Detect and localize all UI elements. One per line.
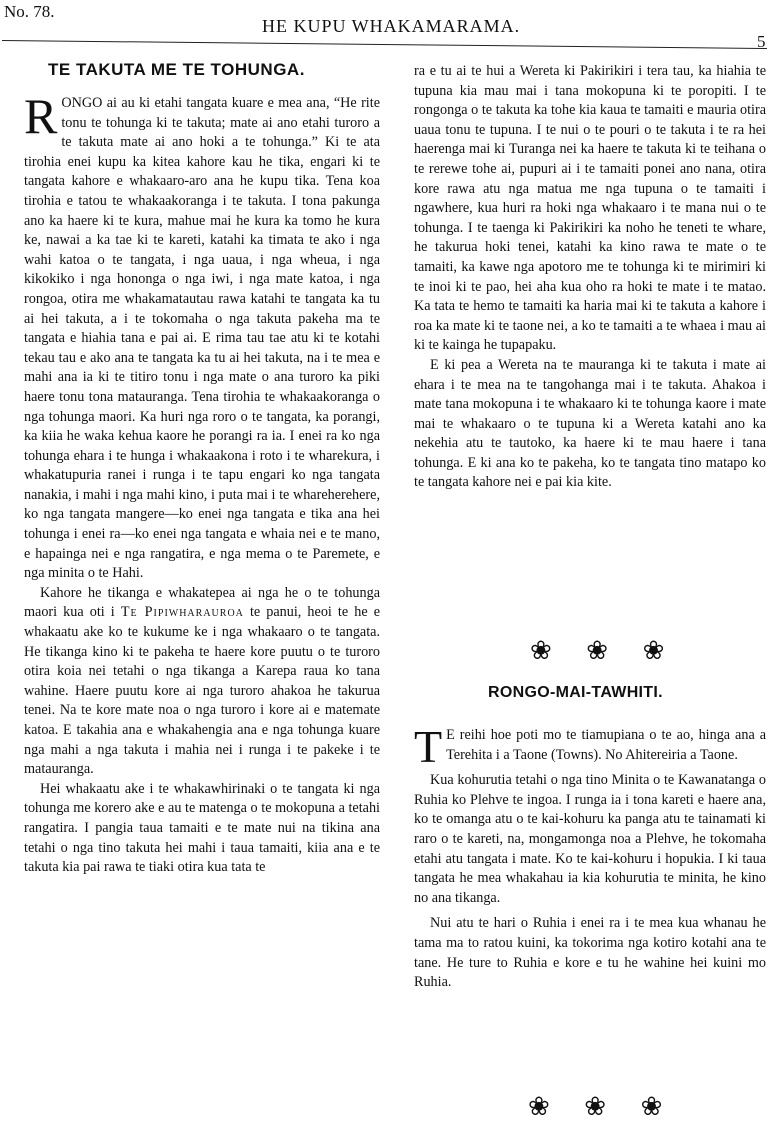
ornament-divider-bottom: ❀ ❀ ❀ xyxy=(528,1092,677,1121)
article1-paragraph-4: E ki pea a Wereta na te mauranga ki te takuta i mate ai ehara i te mea na te tangohanga mai i te takuta. Ahakoa i mate tana mokopuna i te whakaaro ki te tohunga kaore i mate mai te whakaaro o te tupuna ki a Wereta katahi ano ka nekehia atu te tautoko, ka haere ki te mau haere i tana tohunga. E ki ana ko te pakeha, ko te tangata tino matapo ko te tangata kahore nei e pai kia kite. xyxy=(414,356,766,491)
left-column xyxy=(24,88,381,878)
masthead-title: HE KUPU WHAKAMARAMA. xyxy=(262,16,521,36)
article2-paragraph-1 xyxy=(414,721,766,772)
article1-paragraph-3: Hei whakaatu ake i te whakawhirinaki o te tangata ki nga tohunga me korero ake e au te matenga o te mokopuna a tetahi rangatira. I pangia taua tamaiti e te mate nui na tikina ana tetahi o nga tino takuta hei mahi i taua tamaiti, kiia ana e te takuta kia pai rawa te tiaki otira kua tata te xyxy=(24,780,380,876)
issue-number: No. 78. xyxy=(4,2,55,21)
article2-paragraph-2: Kua kohurutia tetahi o nga tino Minita o te Kawanatanga o Ruhia ko Plehve te ingoa. I runga ia i tona kareti e haere ana, ko te omanga atu o te kai-kohuru ka panga atu te tainamati ki raro o te kareti, na, mongamonga noa a Plehve, he tokomaha etahi atu tangata i mate. Ko te kai-kohuru i hopukia. I ki taua tangata he mea whakahau ia kia kohurutia te minita, he kino no ana tikanga. xyxy=(414,772,766,906)
page-header xyxy=(0,0,776,56)
ornament-divider: ❀ ❀ ❀ xyxy=(530,636,679,665)
article1-p1-text: ONGO ai au ki etahi tangata kuare e mea ana, “He rite tonu te tohunga ki te takuta; mate ai ano etahi turoro a te takuta mate ai ano hoki a te tohunga.” Ki te ata tirohia enei kupu ka kitea kahore kau he tika, engari ki te tangata kahore e whakaaro-aro ana he kupu tika. Tena koa tirohia e tatou te whakaakoranga i te takuta. I tona pakunga ano ka haere ki te kura, mahue mai he kura ka tomo he kura ke, nawai a ka tae ki te kareti, katahi ka timata te ako i nga wahi katoa o te tangata, i nga uaua, i nga wheua, i nga kikokiko i nga hononga o nga iwi, i nga mate katoa, i nga rongoa, otira me whakamatautau rawa katahi te tangata ka tu ai hei takuta, a i te tokomaha o nga takuta pakeha ma te tangata e hiahia tana e pai ai. E rima tau tae atu ki te kotahi tekau tau e ako ana te tangata ka tu ai hei takuta, na i te mea e mahi ana ia ki te titiro tonu i nga mate o ana turoro ka piki haere tonu tona matauranga. Tena tirohia te whakaakoranga o nga tohunga maori. Ka huri nga roro o te tangata, ka porangi, ka kiia he waka kehua kaore he porangi ra ia. I enei ra ko nga tohunga ehara i te hunga i whakaakona i roto i te wharekura, i whakatupuria ranei i runga i te tapu engari ko nga tangata nanakia, i mahi i nga mahi kino, i puta mai i te whareherehere, ko nga tangata mangere—ko enei nga tangata e tika ana hei tohunga i enei ra—ko enei nga tangata e whaia nei e te mano, e hapainga nei e nga rangatira, e nga mema o te Paremete, e nga minita o te Hahi. xyxy=(24,95,380,582)
article1-p2-end: te panui, heoi te he e whakaatu ake ko te kukume ke i nga whakaaro o te tangata. He tikanga kino ki te pakeha te haere kore puutu o te turoro otira koia nei tetahi o nga tikanga a Karepa raua ko tana wahine. Haere puutu kore ai nga turoro ahakoa he takurua tenei. Na te kore mate noa o nga turoro i kore ai e matemate katoa. E takahia ana e whakahengia ana e nga tohunga kuare nga mahi a nga takuta i mahia nei i runga i te pakeke i te matauranga. xyxy=(24,604,381,778)
article-title-takuta: TE TAKUTA ME TE TOHUNGA. xyxy=(48,60,305,79)
article1-paragraph-1 xyxy=(24,88,380,584)
article-title-rongo-mai-tawhiti: RONGO-MAI-TAWHITI. xyxy=(488,684,663,701)
drop-cap: R xyxy=(24,88,58,144)
right-column-top xyxy=(414,62,766,493)
drop-cap-t: T xyxy=(414,721,443,772)
right-column-bottom xyxy=(414,721,766,993)
article1-p2-start: Kahore he tikanga e whakatepea ai nga he o te tohunga maori kua oti i xyxy=(24,584,380,621)
article1-paragraph-2 xyxy=(24,584,380,780)
article1-paragraph-3-cont: ra e tu ai te hui a Wereta ki Pakirikiri i tera tau, ka hiahia te tupuna kia mau mai i tana mokopuna ki te poropiti. I te rongonga o te takuta ka tohe kia kaua te tamaiti e mauria otira uaua tonu te tupuna. I te nui o te pouri o te takuta i te ra hei haerenga mai ki Turanga nei ka haere te takuta ki te teihana o te rerewe tohe ai, pupuri ai i te tamaiti ponei ano nana, otira kore rawa atu nga matua me nga tupuna o te tamaiti i ngawhere, kua huri ra hoki nga whakaaro i te mana nui o te tohunga. I te taenga ki Pakirikiri ka noho he teneti te whare, he takurua hoki tenei, katahi ka kino rawa te mate o te tamaiti, ka kawe nga apotoro me te tohunga ki te mirimiri ki te inoi ki te pao, hei aha kua oho ra hoki te mate i te matao. Ka tata te hemo te tamaiti ka haria mai ki te takuta a kahore i roa ka mate ki te taone nei, a ko te tamaiti a te whaea i mau ai ki te kainga he tupapaku. xyxy=(414,63,766,354)
page-number: 5 xyxy=(757,32,766,51)
article2-p1-text: E reihi hoe poti mo te tiamupiana o te ao, hinga ana a Terehita i a Taone (Towns). No Ahitereiria a Taone. xyxy=(446,727,766,763)
publication-name: Te Pipiwharauroa xyxy=(120,604,244,621)
header-rule xyxy=(2,40,767,49)
article2-paragraph-3: Nui atu te hari o Ruhia i enei ra i te mea kua whanau he tama ma to ratou kuini, ka tokorima nga kotiro kotahi ana te tane. He ture to Ruhia e kore e tu he wahine hei kuini mo Ruhia. xyxy=(414,915,766,991)
